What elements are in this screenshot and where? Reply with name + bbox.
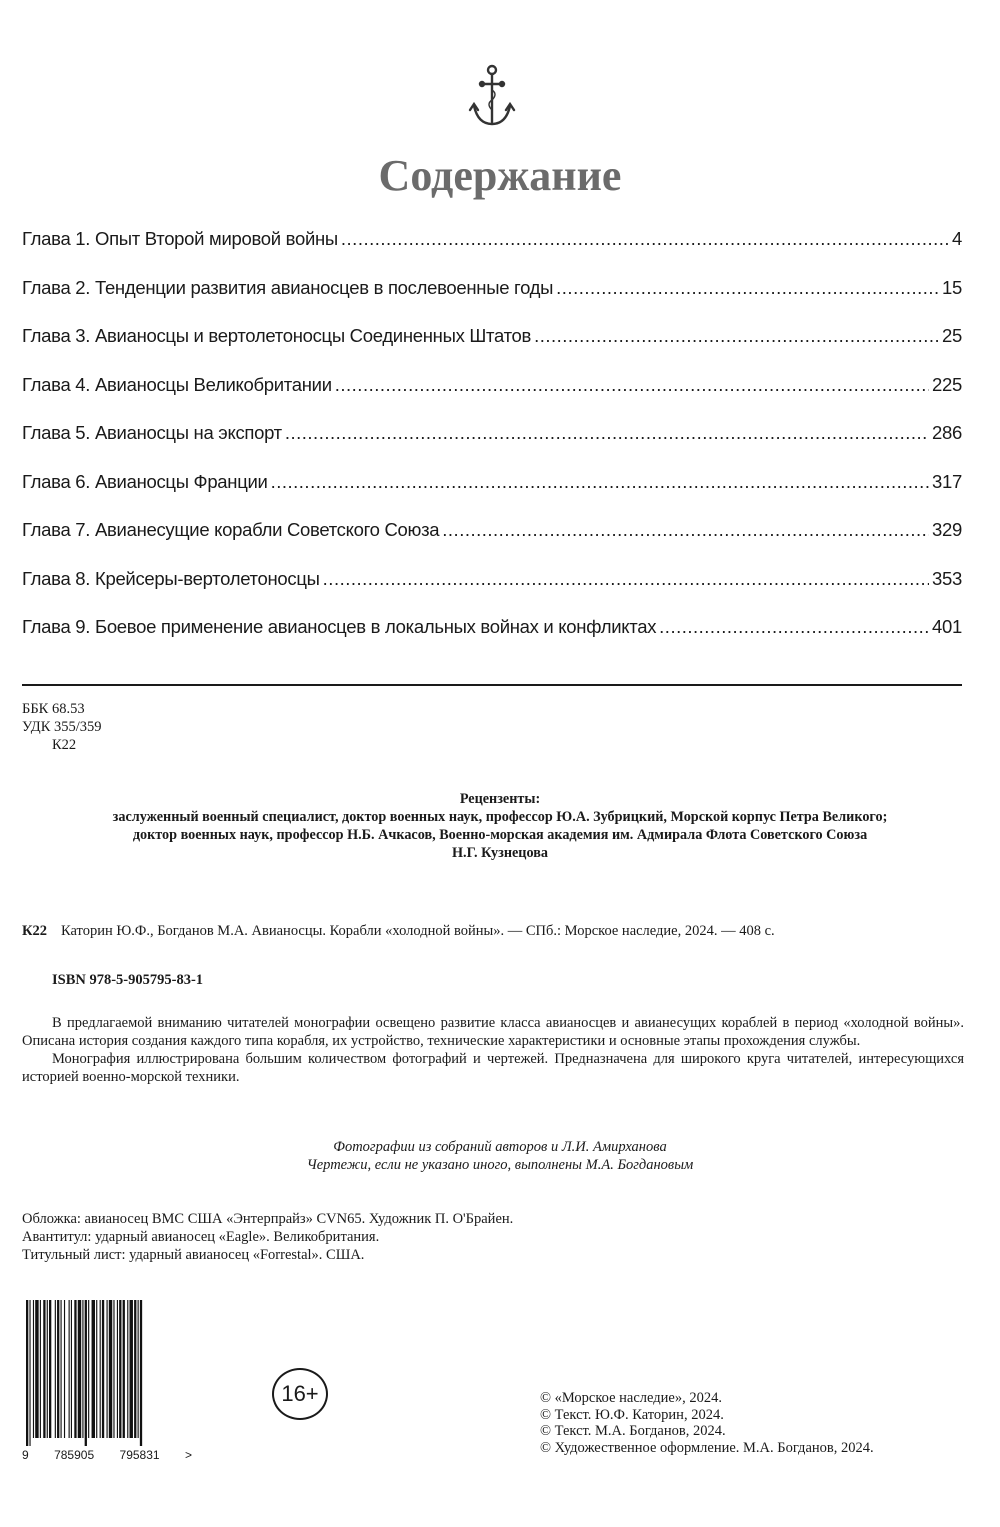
toc-chapter-title: Глава 7. Авианесущие корабли Советского Союза	[22, 519, 440, 540]
toc-leader-dots	[323, 568, 929, 590]
cover-credit: Обложка: авианосец ВМС США «Энтерпрайз» CVN65. Художник П. О'Брайен.	[22, 1211, 514, 1227]
barcode-bar	[88, 1300, 89, 1438]
toc-row-5[interactable]	[22, 422, 962, 471]
toc-row-6[interactable]	[22, 471, 962, 520]
barcode-bar	[109, 1300, 112, 1438]
age-rating-badge: 16+	[272, 1368, 328, 1420]
biblio-code: К22	[22, 923, 48, 939]
toc-chapter-title: Глава 9. Боевое применение авианосцев в локальных войнах и конфликтах	[22, 616, 657, 637]
toc-row-1[interactable]	[22, 228, 962, 277]
barcode-bar	[55, 1300, 56, 1438]
barcode-bar	[100, 1300, 101, 1438]
copyright-line: © Текст. М.А. Богданов, 2024.	[540, 1423, 726, 1439]
barcode-digit-left: 9	[22, 1448, 29, 1462]
toc-row-4[interactable]	[22, 374, 962, 423]
toc-page-number: 329	[932, 519, 962, 540]
copyright-block	[540, 1390, 874, 1456]
toc-page-number: 15	[942, 276, 962, 298]
page-title: Содержание	[378, 151, 622, 200]
barcode-bar	[69, 1300, 70, 1438]
reviewer-line: доктор военных наук, профессор Н.Б. Ачкасов, Военно-морская академия им. Адмирала Флота Советского Союза	[132, 827, 868, 843]
barcode-bar	[33, 1300, 34, 1438]
image-credits	[0, 1138, 1000, 1174]
toc-page-number: 401	[932, 616, 962, 637]
cover-info	[22, 1210, 513, 1264]
anchor-icon	[468, 64, 516, 130]
reviewer-line: Н.Г. Кузнецова	[452, 845, 548, 861]
barcode-bar	[123, 1300, 125, 1438]
barcode-bar	[82, 1300, 83, 1438]
barcode-number	[22, 1448, 192, 1462]
barcode-group-2: 795831	[119, 1448, 160, 1462]
barcode-bar	[43, 1300, 45, 1438]
barcode-bar	[85, 1300, 87, 1446]
barcode-group-1: 785905	[54, 1448, 95, 1462]
toc-page-number: 317	[932, 470, 962, 492]
toc-row-3[interactable]	[22, 325, 962, 374]
annotation	[22, 1014, 964, 1086]
toc-chapter-title: Глава 8. Крейсеры-вертолетоносцы	[22, 567, 320, 589]
toc-chapter-title: Глава 2. Тенденции развития авианосцев в послевоенные годы	[22, 276, 554, 298]
copyright-line: © «Морское наследие», 2024.	[540, 1390, 722, 1406]
barcode-bar	[92, 1300, 95, 1438]
title-page-credit: Титульный лист: ударный авианосец «Forrestal». США.	[22, 1247, 365, 1263]
barcode-bar	[138, 1300, 139, 1438]
barcode-bar	[127, 1300, 128, 1438]
toc-leader-dots	[442, 519, 929, 541]
toc-row-2[interactable]	[22, 277, 962, 326]
bibliographic-record	[22, 923, 962, 940]
annotation-paragraph: Монография иллюстрирована большим количеством фотографий и чертежей. Предназначена для широкого круга читателей, интересующихся историей военно-морской техники.	[22, 1051, 964, 1085]
photo-credit: Фотографии из собраний авторов и Л.И. Амирханова	[333, 1139, 667, 1155]
toc-leader-dots	[271, 471, 929, 493]
barcode-bar	[117, 1300, 118, 1438]
isbn: ISBN 978-5-905795-83-1	[52, 972, 204, 988]
barcode-bar	[71, 1300, 72, 1438]
barcode-bar	[47, 1300, 48, 1438]
barcode-bar	[64, 1300, 65, 1438]
toc-page-number: 353	[932, 567, 962, 589]
barcode-bars	[22, 1300, 192, 1446]
author-mark: К22	[52, 737, 77, 753]
toc-page-number: 25	[942, 325, 962, 346]
toc-page-number: 225	[932, 373, 962, 395]
toc-chapter-title: Глава 3. Авианосцы и вертолетоносцы Соединенных Штатов	[22, 325, 532, 346]
toc-chapter-title: Глава 4. Авианосцы Великобритании	[22, 373, 332, 395]
barcode-bar	[113, 1300, 114, 1438]
table-of-contents	[22, 228, 962, 665]
copyright-line: © Художественное оформление. М.А. Богданов, 2024.	[540, 1439, 874, 1456]
drawing-credit: Чертежи, если не указано иного, выполнены М.А. Богдановым	[306, 1157, 694, 1173]
annotation-paragraph: В предлагаемой вниманию читателей монографии освещено развитие класса авианосцев и авианесущих кораблей в период «холодной войны». Описана история создания каждого типа корабля, их устройство, технические характеристики и основные этапы прохождения службы.	[22, 1015, 964, 1049]
toc-page-number: 286	[932, 422, 962, 443]
divider	[22, 684, 962, 686]
toc-leader-dots	[335, 374, 929, 396]
toc-leader-dots	[341, 228, 949, 250]
biblio-text: Каторин Ю.Ф., Богданов М.А. Авианосцы. Корабли «холодной войны». — СПб.: Морское наследие, 2024. — 408 с.	[61, 923, 775, 939]
barcode-bar	[134, 1300, 136, 1438]
barcode-bar	[26, 1300, 28, 1446]
toc-page-number: 4	[952, 228, 962, 249]
barcode-digit-right: >	[184, 1448, 192, 1462]
bbk-code: ББК 68.53	[22, 701, 85, 717]
barcode-bar	[61, 1300, 62, 1438]
reviewer-line: заслуженный военный специалист, доктор военных наук, профессор Ю.А. Зубрицкий, Морской корпус Петра Великого;	[112, 809, 888, 825]
toc-leader-dots	[659, 616, 929, 638]
antititle-credit: Авантитул: ударный авианосец «Eagle». Великобритания.	[22, 1229, 380, 1245]
toc-row-8[interactable]	[22, 568, 962, 617]
toc-leader-dots	[534, 325, 939, 347]
toc-leader-dots	[556, 277, 939, 299]
classification-codes	[22, 700, 102, 754]
barcode-bar	[40, 1300, 41, 1438]
toc-chapter-title: Глава 5. Авианосцы на экспорт	[22, 422, 282, 443]
barcode-bar	[119, 1300, 121, 1438]
udk-code: УДК 355/359	[22, 719, 102, 735]
barcode-bar	[57, 1300, 59, 1438]
barcode-bar	[78, 1300, 81, 1438]
barcode-bar	[35, 1300, 38, 1438]
barcode	[22, 1300, 192, 1468]
copyright-line: © Текст. Ю.Ф. Каторин, 2024.	[540, 1406, 724, 1423]
barcode-bar	[96, 1300, 97, 1438]
toc-chapter-title: Глава 1. Опыт Второй мировой войны	[22, 228, 338, 249]
barcode-bar	[74, 1300, 76, 1438]
toc-row-9[interactable]	[22, 616, 962, 665]
toc-row-7[interactable]	[22, 519, 962, 568]
barcode-bar	[130, 1300, 133, 1438]
barcode-bar	[102, 1300, 104, 1438]
reviewers-heading: Рецензенты:	[459, 791, 541, 807]
barcode-bar	[29, 1300, 30, 1446]
barcode-bar	[107, 1300, 108, 1438]
barcode-bar	[49, 1300, 51, 1438]
reviewers-block	[0, 790, 1000, 862]
toc-chapter-title: Глава 6. Авианосцы Франции	[22, 470, 268, 492]
barcode-bar	[140, 1300, 142, 1446]
toc-leader-dots	[285, 422, 929, 444]
